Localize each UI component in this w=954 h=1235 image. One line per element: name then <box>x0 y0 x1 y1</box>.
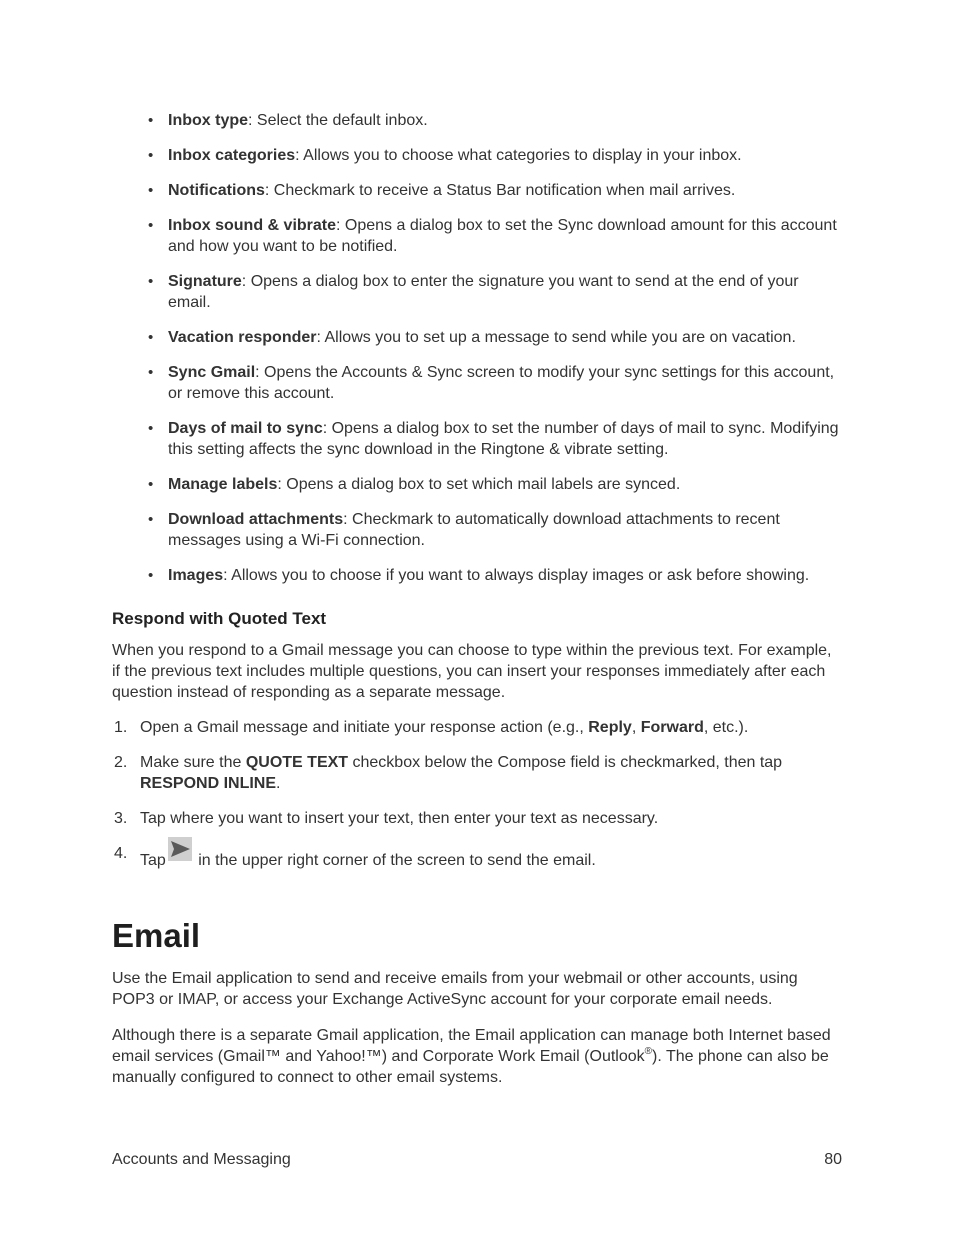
bullet: • <box>148 567 154 584</box>
bullet: • <box>148 147 154 164</box>
setting-desc: : Select the default inbox. <box>248 112 428 129</box>
registered-mark: ® <box>644 1046 653 1057</box>
subsection-heading: Respond with Quoted Text <box>112 609 327 628</box>
intro-paragraph: When you respond to a Gmail message you can choose to type within the previous text. For example, if the previous text includes multiple questions, you can insert your responses immediately after each question instead of responding as a separate message. <box>112 642 832 701</box>
bullet: • <box>148 273 154 290</box>
respond-inline-term: RESPOND INLINE <box>140 775 277 792</box>
setting-desc: : Checkmark to automatically download attachments to recent messages using a Wi-Fi connection. <box>168 511 780 549</box>
setting-desc: : Opens a dialog box to enter the signature you want to send at the end of your email. <box>168 273 799 311</box>
bullet: • <box>148 217 154 234</box>
page-footer <box>112 1149 842 1170</box>
setting-term: Manage labels <box>168 476 278 493</box>
step-text: Open a Gmail message and initiate your response action (e.g., <box>140 719 589 736</box>
step-number: 2. <box>114 754 128 771</box>
bullet: • <box>148 329 154 346</box>
setting-desc: : Allows you to choose if you want to always display images or ask before showing. <box>223 567 810 584</box>
list-item <box>112 145 842 166</box>
step-text: Make sure the <box>140 754 246 771</box>
step-text-mid: checkbox below the Compose field is checkmarked, then tap <box>348 754 783 771</box>
list-item <box>112 327 842 348</box>
quote-text-term: QUOTE TEXT <box>245 754 349 771</box>
setting-term: Signature <box>168 273 242 290</box>
bullet: • <box>148 511 154 528</box>
step-text: Tap where you want to insert your text, then enter your text as necessary. <box>140 810 659 827</box>
bullet: • <box>148 364 154 381</box>
setting-term: Images <box>168 567 224 584</box>
list-item <box>112 110 842 131</box>
gmail-settings-list <box>112 110 842 600</box>
setting-term: Sync Gmail <box>168 364 256 381</box>
body-text: Although there is a separate Gmail application, the Email application can manage both Internet based email services (Gmail™ and Yahoo!™) and Corporate Work Email (Outlook <box>112 1027 831 1065</box>
list-item <box>112 180 842 201</box>
step-number: 4. <box>114 845 128 862</box>
page-number: 80 <box>824 1151 842 1168</box>
setting-term: Inbox sound & vibrate <box>168 217 337 234</box>
step-number: 3. <box>114 810 128 827</box>
reply-term: Reply <box>588 719 632 736</box>
setting-term: Vacation responder <box>168 329 317 346</box>
step-text-end: . <box>276 775 281 792</box>
setting-desc: : Allows you to choose what categories to display in your inbox. <box>295 147 742 164</box>
setting-term: Inbox categories <box>168 147 296 164</box>
bullet: • <box>148 476 154 493</box>
setting-desc: : Opens a dialog box to set the number of days of mail to sync. Modifying this setting affects the sync download in the Ringtone & vibrate setting. <box>168 420 839 458</box>
body-paragraph: Use the Email application to send and receive emails from your webmail or other accounts, using POP3 or IMAP, or access your Exchange ActiveSync account for your corporate email needs. <box>112 970 798 1008</box>
setting-term: Days of mail to sync <box>168 420 323 437</box>
setting-desc: : Checkmark to receive a Status Bar notification when mail arrives. <box>264 182 736 199</box>
footer-section-name: Accounts and Messaging <box>112 1151 291 1168</box>
list-item <box>112 418 842 460</box>
send-icon <box>168 837 192 861</box>
list-item <box>112 271 842 313</box>
setting-term: Inbox type <box>168 112 249 129</box>
list-item <box>112 215 842 257</box>
setting-desc: : Allows you to set up a message to send while you are on vacation. <box>316 329 796 346</box>
forward-term: Forward <box>640 719 704 736</box>
bullet: • <box>148 182 154 199</box>
step-text: Tap <box>140 852 166 869</box>
step-number: 1. <box>114 719 128 736</box>
setting-desc: : Opens a dialog box to set which mail labels are synced. <box>277 476 681 493</box>
body-paragraph <box>112 1025 832 1088</box>
list-item <box>112 362 842 404</box>
step-item <box>112 717 842 738</box>
body-text-end: ). The phone can also be manually configured to connect to other email systems. <box>112 1048 829 1086</box>
setting-term: Download attachments <box>168 511 344 528</box>
setting-term: Notifications <box>168 182 265 199</box>
step-item <box>112 752 842 794</box>
section-heading: Email <box>112 917 201 954</box>
list-item <box>112 509 842 551</box>
list-item <box>112 565 842 586</box>
setting-desc: : Opens a dialog box to set the Sync download amount for this account and how you want to be notified. <box>168 217 837 255</box>
list-item <box>112 474 842 495</box>
bullet: • <box>148 112 154 129</box>
step-text-end: , etc.). <box>703 719 749 736</box>
step-separator: , <box>631 719 641 736</box>
step-text-end: in the upper right corner of the screen to send the email. <box>193 852 596 869</box>
step-item <box>112 808 842 829</box>
step-item <box>112 843 842 871</box>
steps-list <box>112 717 842 885</box>
setting-desc: : Opens the Accounts & Sync screen to modify your sync settings for this account, or remove this account. <box>168 364 835 402</box>
bullet: • <box>148 420 154 437</box>
